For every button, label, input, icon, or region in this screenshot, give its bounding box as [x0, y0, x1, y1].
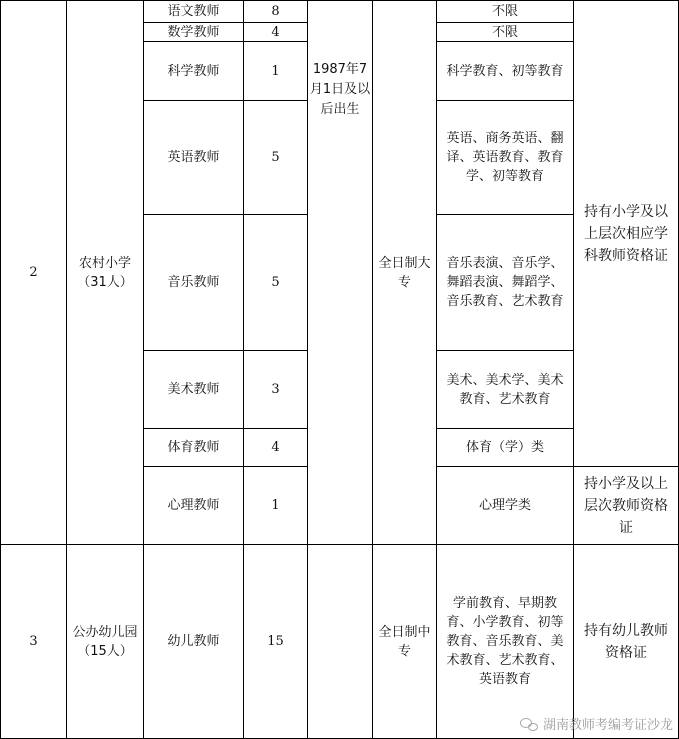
birth-cell: 1987年7月1日及以后出生	[309, 62, 371, 117]
count-cell: 5	[271, 275, 280, 290]
subject-cell: 心理教师	[167, 498, 220, 513]
seq-cell: 2	[29, 265, 38, 280]
major-cell: 科学教育、初等教育	[446, 63, 564, 79]
count-cell: 4	[271, 440, 280, 455]
subject-cell: 数学教师	[167, 24, 220, 40]
count-cell: 1	[271, 498, 280, 513]
major-cell: 不限	[491, 24, 518, 40]
certificate-cell: 持小学及以上层次教师资格证	[584, 475, 668, 536]
wechat-icon	[520, 717, 538, 731]
education-cell: 全日制大专	[378, 255, 431, 290]
subject-cell: 科学教师	[167, 63, 220, 79]
major-cell: 美术、美术学、美术教育、艺术教育	[446, 372, 564, 407]
count-cell: 3	[271, 382, 280, 397]
watermark	[520, 714, 673, 733]
certificate-cell: 持有幼儿教师资格证	[584, 622, 668, 661]
subject-cell: 语文教师	[167, 4, 220, 19]
education-cell: 全日制中专	[378, 624, 431, 659]
subject-cell: 幼儿教师	[167, 634, 220, 649]
seq-cell: 3	[29, 634, 38, 649]
school-cell: 农村小学（31人）	[77, 255, 133, 290]
subject-cell: 美术教师	[167, 382, 220, 397]
count-cell: 15	[267, 634, 284, 649]
major-cell: 音乐表演、音乐学、舞蹈表演、舞蹈学、音乐教育、艺术教育	[446, 256, 564, 309]
subject-cell: 体育教师	[167, 440, 220, 455]
count-cell: 8	[271, 4, 280, 19]
major-cell: 不限	[491, 4, 518, 19]
major-cell: 英语、商务英语、翻译、英语教育、教育学、初等教育	[446, 131, 564, 184]
subject-cell: 音乐教师	[167, 275, 220, 290]
school-cell: 公办幼儿园（15人）	[72, 624, 138, 659]
count-cell: 5	[271, 150, 280, 165]
major-cell: 学前教育、早期教育、小学教育、初等教育、音乐教育、美术教育、艺术教育、英语教育	[446, 596, 564, 687]
subject-cell: 英语教师	[167, 150, 220, 165]
certificate-cell: 持有小学及以上层次相应学科教师资格证	[584, 203, 668, 264]
major-cell: 心理学类	[478, 498, 531, 513]
major-cell: 体育（学）类	[465, 440, 544, 455]
watermark-text: 湖南教师考编考证沙龙	[542, 718, 673, 733]
count-cell: 4	[271, 24, 280, 40]
count-cell: 1	[271, 63, 280, 79]
